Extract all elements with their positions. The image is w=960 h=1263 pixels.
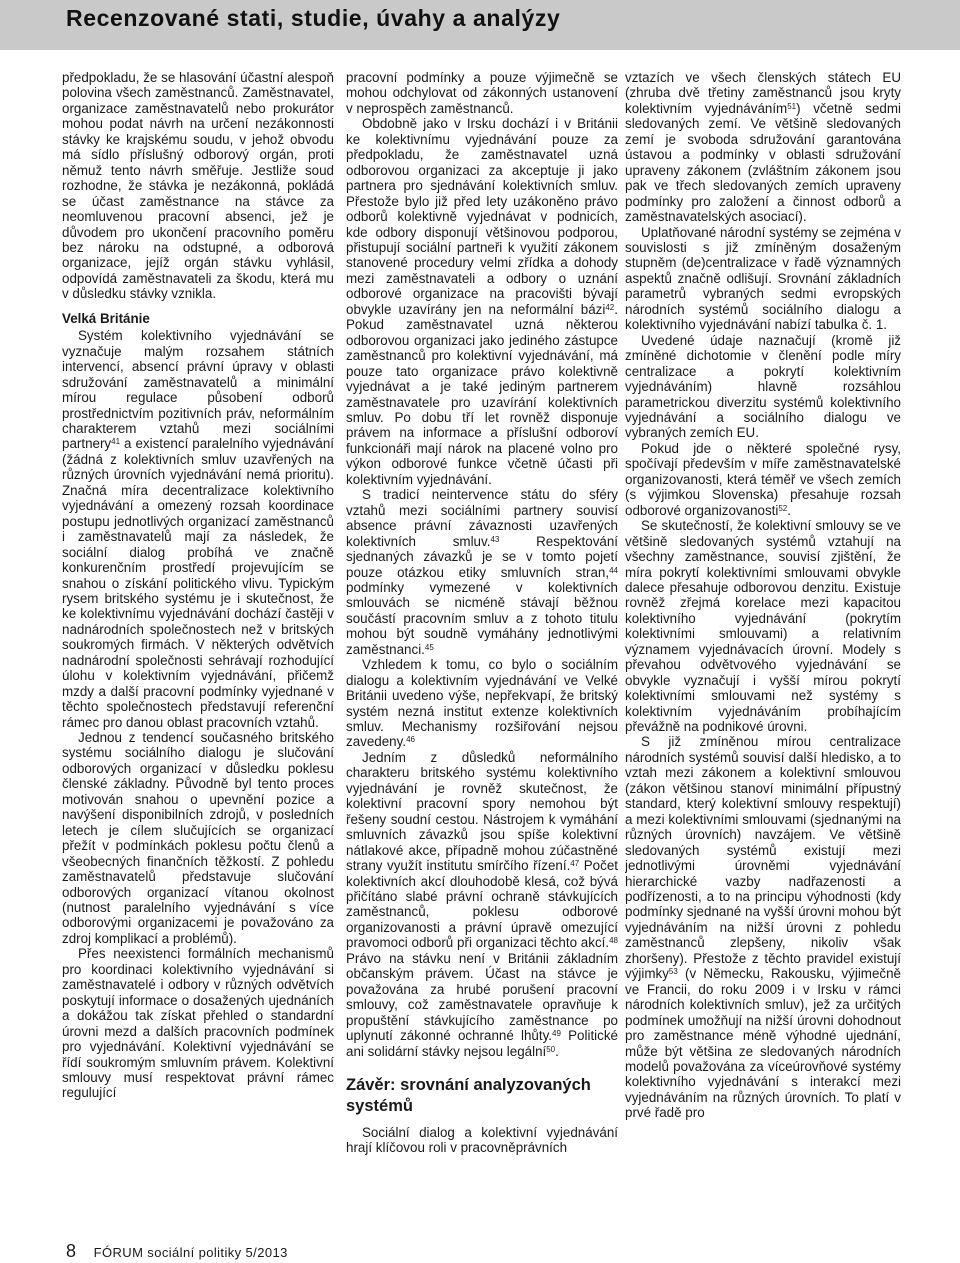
footnote-ref: 49 <box>552 1029 561 1039</box>
paragraph: S již zmíněnou mírou centralizace národních systémů souvisí další hledisko, a to vztah mezi zákonem a kolektivní smlouvou (zákon většinou stanoví minimální přípustný standard, který kolektivní smlouvy respektují) a mezi kolektivními smlouvami (sjednanými na různých úrovních) navzájem. Ve většině sledovaných systémů existují mezi jednotlivými úrovněmi vyjednávání hierarchické vazby nadřazenosti a podřízenosti, a to na principu výhodnosti (kdy podmínky sjednané na vyšší úrovni mohou být vyjednáváním na nižší úrovni z pohledu zaměstnanců zlepšeny, nikoliv však zhoršeny). Přestože z těchto pravidel existují výjimky$^{53}$ (v Německu, Rakousku, výjimečně ve Francii, do roku 2009 i v Irsku v rámci národních kolektivních smluv), jež za určitých podmínek umožňují na nižší úrovni dohodnout pro zaměstnance méně výhodné ujednání, může být většina ze sledovaných národních modelů považována za víceúrovňové systémy kolektivního vyjednávání s interakcí mezi vyjednáváním na různých úrovních. To platí v prvé řadě pro <box>625 734 901 1121</box>
footnote-ref: 50 <box>546 1044 556 1054</box>
paragraph: Uplatňované národní systémy se zejména v souvislosti s již zmíněným dosaženým stupněm (de)centralizace v řadě významných aspektů značně odlišují. Srovnání základních parametrů vybraných sedmi evropských národních systémů sociálního dialogu a kolektivního vyjednávání nabízí tabulka č. 1. <box>625 224 901 333</box>
paragraph: Sociální dialog a kolektivní vyjednávání hrají klíčovou roli v pracovněprávních <box>346 1125 618 1156</box>
footnote-ref: 44 <box>609 565 618 575</box>
footnote-ref: 42 <box>605 302 615 312</box>
paragraph: Systém kolektivního vyjednávání se vyznačuje malým rozsahem státních intervencí, absencí právní úpravy v oblasti sdružování zaměstnavatelů a minimální mírou regulace působení odborů prostřednictvím pozitivních práv, neformálním charakterem vztahů mezi sociálními partnery$^{41}$ a existencí paralelního vyjednávání (žádná z kolektivních smluv uzavřených na různých úrovních vyjednávání nemá prioritu). Značná míra decentralizace kolektivního vyjednávání a omezený rozsah koordinace postupu jednotlivých organizací zaměstnanců i zaměstnavatelů mají za následek, že sociální dialog probíhá ve značně konkurenčním prostředí projevujícím se snahou o získání politického vlivu. Typickým rysem britského systému je i skutečnost, že ke kolektivnímu vyjednávání dochází častěji v nadnárodních společnostech než v britských soukromých firmách. V některých odvětvích nadnárodní společnosti sehrávají rozhodující úlohu v kolektivním vyjednávání, přičemž mzdy a další pracovní podmínky vyjednané v těchto společnostech představují referenční rámec pro danou oblast pracovních vztahů. <box>62 328 334 730</box>
footnote-ref: 52 <box>778 503 788 513</box>
paragraph: pracovní podmínky a pouze výjimečně se mohou odchylovat od zákonných ustanovení v neprospěch zaměstnanců. <box>346 70 618 116</box>
subheading-velka-britanie: Velká Británie <box>62 310 150 326</box>
text-column-3 <box>625 70 901 1220</box>
footnote-ref: 43 <box>490 534 500 544</box>
header-band <box>0 0 960 50</box>
footnote-ref: 46 <box>406 735 415 745</box>
page-footer <box>66 1241 288 1262</box>
paragraph: Jedním z důsledků neformálního charakteru britského systému kolektivního vyjednávání je rovněž skutečnost, že kolektivní pracovní spory nemohou být řešeny soudní cestou. Nástrojem k vymáhání smluvních závazků jsou spíše kolektivní nátlakové akce, případně mohou zúčastněné strany využít institutu smírčího řízení.$^{47}$ Počet kolektivních akcí dlouhodobě klesá, což bývá přičítáno slabé právní ochraně stávkujících zaměstnanců, poklesu odborové organizovanosti a právní úpravě omezující pravomoci odborů při organizaci těchto akcí.$^{48}$ Právo na stávku není v Británii základním občanským právem. Účast na stávce je považována za hrubé porušení pracovní smlouvy, což zaměstnavatele opravňuje k propuštění stávkujícího zaměstnance po uplynutí zákonné ochranné lhůty.$^{49}$ Politické ani solidární stávky nejsou legální$^{50}$. <box>346 749 618 1059</box>
paragraph: vztazích ve všech členských státech EU (zhruba dvě třetiny zaměstnanců jsou kryty kolektivním vyjednáváním$^{51}$) včetně sedmi sledovaných zemí. Ve většině sledovaných zemí je svoboda sdružování garantována ústavou a podmínky v oblasti sdružování upraveny zákonem (zvláštním zákonem jsou pak ve třech sledovaných zemích upraveny podmínky pro založení a činnost odborů a zaměstnavatelských asociací). <box>625 70 901 225</box>
paragraph: Pokud jde o některé společné rysy, spočívají především v míře zaměstnavatelské organizovanosti, která téměř ve všech zemích (s výjimkou Slovenska) přesahuje rozsah odborové organizovanosti$^{52}$. <box>625 440 901 518</box>
journal-name: FÓRUM sociální politiky 5/2013 <box>93 1245 288 1260</box>
footnote-ref: 45 <box>424 642 434 652</box>
paragraph: Přes neexistenci formálních mechanismů pro koordinaci kolektivního vyjednávání si zaměstnavatelé i odbory v různých odvětvích poskytují informace o dosažených ujednáních a dokážou tak získat přehled o standardní úrovni mezd a dalších pracovních podmínek pro vyjednávání. Kolektivní vyjednávání se řídí soukromým smluvním právem. Kolektivní smlouvy musí respektovat právní rámec regulující <box>62 946 334 1101</box>
footnote-ref: 53 <box>668 967 678 977</box>
footnote-ref: 51 <box>787 101 797 111</box>
section-heading-conclusion: Závěr: srovnání analyzovaných systémů <box>346 1076 591 1115</box>
footnote-ref: 41 <box>111 437 121 447</box>
page-number: 8 <box>66 1241 77 1261</box>
paragraph: S tradicí neintervence státu do sféry vztahů mezi sociálními partnery souvisí absence právní závaznosti uzavřených kolektivních smluv.$^{43}$ Respektování sjednaných závazků je se v tomto pojetí pouze otázkou etiky smluvních stran,$^{44}$ podmínky vymezené v kolektivních smlouvách se nicméně stávají běžnou součástí pracovním smluv a z tohoto titulu mohou být soudně vymáhány jednotlivými zaměstnanci.$^{45}$ <box>346 487 618 657</box>
footnote-ref: 47 <box>570 859 580 869</box>
text-column-2 <box>346 70 618 1220</box>
paragraph: Vzhledem k tomu, co bylo o sociálním dialogu a kolektivním vyjednávání ve Velké Británii uvedeno výše, nepřekvapí, že britský systém nezná institut extenze kolektivních smluv. Mechanismy rozšiřování nejsou zavedeny.$^{46}$ <box>346 657 618 750</box>
paragraph: Uvedené údaje naznačují (kromě již zmíněné dichotomie v členění podle míry centralizace a pokrytí kolektivním vyjednáváním) hlavně rozsáhlou parametrickou diverzitu systémů kolektivního vyjednávání a sociálního dialogu ve vybraných zemích EU. <box>625 332 901 441</box>
section-title: Recenzované stati, studie, úvahy a analýzy <box>66 5 561 31</box>
paragraph: Se skutečností, že kolektivní smlouvy se ve většině sledovaných systémů vztahují na všechny zaměstnance, souvisí zjištění, že míra pokrytí kolektivními smlouvami obvykle dalece přesahuje odborovou denzitu. Existuje rovněž zřejmá korelace mezi kapacitou kolektivního vyjednávání (pokrytím kolektivními smlouvami) a relativním významem vyjednávacích úrovní. Modely s převahou odvětvového vyjednávání se obvykle vyznačují i vyšší mírou pokrytí kolektivními smlouvami než systémy s kolektivním vyjednáváním probíhajícím převážně na podnikové úrovni. <box>625 518 901 735</box>
footnote-ref: 48 <box>609 936 618 946</box>
text-column-1 <box>62 70 334 1220</box>
paragraph: Jednou z tendencí současného britského systému sociálního dialogu je slučování odborových organizací v důsledku poklesu členské základny. Původně byl tento proces motivován snahou o upevnění pozice a navýšení disponibilních zdrojů, v posledních letech je cílem slučujících se organizací přežít v podmínkách poklesu počtu členů a všeobecných finančních těžkostí. Z pohledu zaměstnavatelů představuje slučování odborových organizací vítanou okolnost (nutnost paralelního vyjednávání s více odborovými organizacemi je považováno za zdroj komplikací a problémů). <box>62 730 334 946</box>
paragraph: předpokladu, že se hlasování účastní alespoň polovina všech zaměstnanců. Zaměstnavatel, organizace zaměstnavatelů nebo prokurátor mohou podat návrh na určení nezákonnosti stávky ke krajskému soudu, v jehož obvodu má sídlo příslušný odborový orgán, proti němuž tento návrh směřuje. Jestliže soud rozhodne, že stávka je nezákonná, pokládá se účast zaměstnance na stávce za neomluvenou pracovní absenci, jež je důvodem pro ukončení pracovního poměru bez nároku na odstupné, a odborová organizace, jejíž orgán stávku vyhlásil, odpovídá zaměstnavateli za škodu, která mu v důsledku stávky vznikla. <box>62 70 334 302</box>
header-divider <box>0 50 960 54</box>
paragraph: Obdobně jako v Irsku dochází i v Británii ke kolektivnímu vyjednávání pouze za předpokladu, že zaměstnavatel uzná odborovou organizaci za akceptuje ji jako partnera pro sjednávání kolektivních smluv. Přestože bylo již před lety uzákoněno právo odborů kolektivně vyjednávat v podnicích, kde odbory disponují většinovou podporou, přistupují sociální partneři k využití zákonem stanovené procedury velmi zřídka a dohody mezi zaměstnavateli a odbory o uznání odborové organizace na pracovišti bývají obvykle uzavírány jen na neformální bázi$^{42}$. Pokud zaměstnavatel uzná některou odborovou organizaci jako jediného zástupce zaměstnanců pro kolektivní vyjednávání, má pouze tato organizace právo kolektivně vyjednávat a je také jediným partnerem zaměstnavatele pro uzavírání kolektivních smluv. Po dobu tří let rovněž disponuje právem na informace a příslušní odboroví funkcionáři mají nárok na placené volno pro výkon odborové funkce včetně účasti při kolektivním vyjednávání. <box>346 116 618 487</box>
